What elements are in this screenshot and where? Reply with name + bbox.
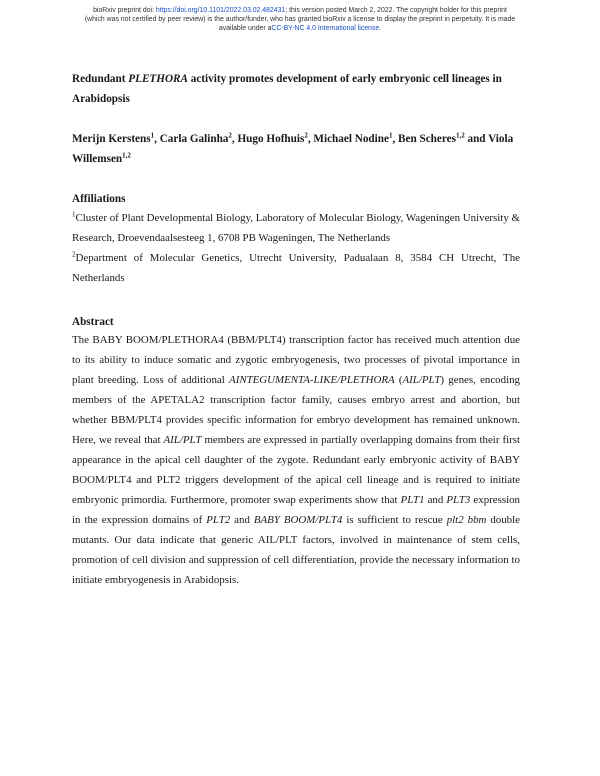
abstract-text-run: double mutants. Our data indicate that generic AIL/PLT factors, involved in maintenance of stem cells, promotion of cell division and suppression of cell differentiation, provide the necessary information to initiate embryogenesis in Arabidopsis. — [72, 514, 520, 586]
title-text: Redundant — [72, 73, 129, 85]
abstract-text-run: is sufficient to rescue — [342, 514, 447, 526]
author-affiliation-marker: 2 — [304, 131, 308, 140]
header-line-2: (which was not certified by peer review) is the author/funder, who has granted bioRxiv a license to display the preprint in perpetuity. It is made — [84, 16, 516, 23]
affiliation-marker: 1 — [72, 210, 76, 219]
author-separator: , — [307, 133, 314, 145]
author-separator: , — [154, 133, 160, 145]
header-text: bioRxiv preprint doi: — [93, 7, 156, 14]
abstract-text-run: and — [424, 494, 447, 506]
abstract-text-run: The BABY BOOM/PLETHORA4 (BBM/PLT4) transcription factor has received much attention due to its ability to induce somatic and zygotic embryogenesis, two processes of pivotal importance in plant breeding. Loss of additional — [72, 334, 520, 386]
affiliation-2 — [72, 248, 520, 288]
abstract-text-run: and — [230, 514, 254, 526]
abstract-italic-run: plt2 bbm — [446, 514, 487, 526]
author-affiliation-marker: 1,2 — [455, 131, 465, 140]
author-name: Carla Galinha — [159, 133, 229, 145]
abstract-italic-run: PLT2 — [206, 514, 231, 526]
preprint-header — [0, 6, 600, 33]
title-italic: PLETHORA — [128, 73, 188, 85]
abstract-text-run: expression in the expression domains of — [72, 494, 520, 526]
header-text: . — [379, 25, 382, 32]
abstract-body — [72, 330, 520, 590]
author-affiliation-marker: 1,2 — [122, 151, 131, 160]
author-list — [72, 129, 520, 169]
abstract-italic-run: BABY BOOM/PLT4 — [253, 514, 343, 526]
abstract-text-run: ( — [394, 374, 403, 386]
author-separator: and — [464, 133, 489, 145]
abstract-text-run: ) genes, encoding members of the APETALA2 transcription factor family, causes embryo arrest and abortion, but whether BBM/PLT4 provides specific information for embryo development has remained unknown. Here, we reveal that — [72, 374, 520, 446]
affiliations-heading: Affiliations — [72, 193, 126, 205]
author-separator: , — [231, 133, 238, 145]
author-name: Michael Nodine — [313, 133, 389, 145]
affiliation-marker: 2 — [72, 250, 76, 259]
author-name: Hugo Hofhuis — [237, 133, 305, 145]
abstract-italic-run: AIL/PLT — [402, 374, 441, 386]
doi-link[interactable]: https://doi.org/10.1101/2022.03.02.482431 — [155, 7, 286, 14]
affiliation-text: Cluster of Plant Developmental Biology, Laboratory of Molecular Biology, Wageningen University & Research, Droevendaalsesteeg 1, 6708 PB Wageningen, The Netherlands — [72, 212, 520, 244]
abstract-italic-run: PLT3 — [446, 494, 471, 506]
author-affiliation-marker: 2 — [228, 131, 232, 140]
abstract-text-run: members are expressed in partially overlapping domains from their first appearance in the apical cell daughter of the zygote. Redundant early embryonic activity of BABY BOOM/PLT4 and PLT2 triggers development of the apical cell lineage and is required to initiate embryonic primordia. Furthermore, promoter swap experiments show that — [72, 434, 520, 506]
author-affiliation-marker: 1 — [150, 131, 155, 140]
affiliation-1 — [72, 208, 520, 248]
header-line-1 — [0, 6, 600, 15]
title-text: activity promotes development of early embryonic cell lineages in Arabidopsis — [72, 73, 502, 105]
abstract-italic-run: PLT1 — [400, 494, 425, 506]
abstract-heading: Abstract — [72, 316, 114, 328]
license-link[interactable]: CC-BY-NC 4.0 International license — [271, 25, 380, 32]
author-affiliation-marker: 1 — [388, 131, 393, 140]
author-name: Viola Willemsen — [72, 133, 514, 165]
paper-title — [72, 69, 520, 109]
header-line-3 — [0, 24, 600, 33]
affiliation-text: Department of Molecular Genetics, Utrecht University, Padualaan 8, 3584 CH Utrecht, The Netherlands — [72, 252, 520, 284]
abstract-italic-run: AIL/PLT — [163, 434, 202, 446]
author-name: Ben Scheres — [398, 133, 456, 145]
header-text: ; this version posted March 2, 2022. The copyright holder for this preprint — [285, 7, 507, 14]
abstract-italic-run: AINTEGUMENTA-LIKE/PLETHORA — [229, 374, 395, 386]
author-separator: , — [392, 133, 399, 145]
author-name: Merijn Kerstens — [72, 133, 151, 145]
header-text: available under a — [218, 25, 272, 32]
